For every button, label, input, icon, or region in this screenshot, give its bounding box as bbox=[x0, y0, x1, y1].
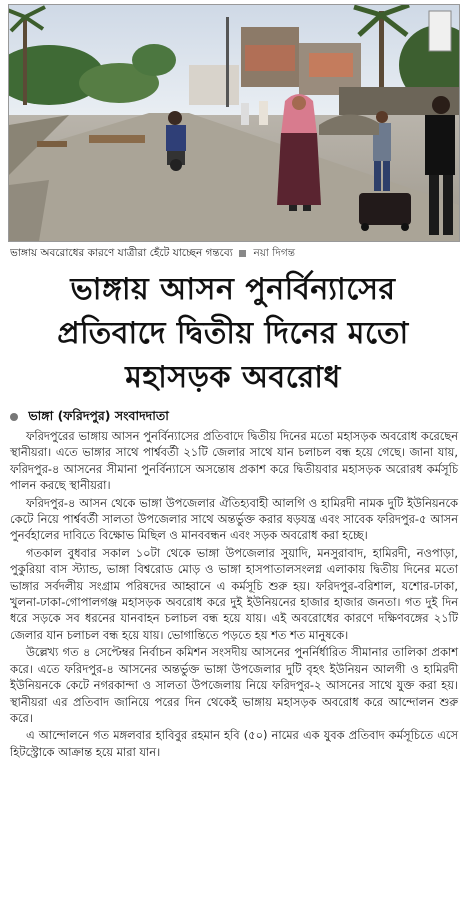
headline-line-2: প্রতিবাদে দ্বিতীয় দিনের মতো bbox=[57, 316, 409, 351]
photo-caption bbox=[10, 246, 458, 260]
road-blockade-photo bbox=[8, 4, 460, 242]
body-paragraph: এ আন্দোলনে গত মঙ্গলবার হাবিবুর রহমান হবি (৫০) নামের এক যুবক প্রতিবাদ কর্মসূচিতে এসে হিটস্ট্রোকে আক্রান্ত হয়ে মারা যান। bbox=[10, 728, 458, 759]
byline-text: ভাঙ্গা (ফরিদপুর) সংবাদদাতা bbox=[28, 408, 169, 423]
photo-credit: নয়া দিগন্ত bbox=[253, 247, 295, 259]
body-paragraph: উল্লেখ্য গত ৪ সেপ্টেম্বর নির্বাচন কমিশন সংসদীয় আসনের পুনর্নির্ধারিত সীমানার তালিকা প্রকাশ করে। এতে ফরিদপুর-৪ আসনের অন্তর্ভুক্ত ভাঙ্গা উপজেলার দুটি বৃহৎ ইউনিয়ন আলগী ও হামিরদী ইউনিয়নকে কেটে নগরকান্দা ও সালতা উপজেলায় নিয়ে ফরিদপুর-২ আসনের সাথে যুক্ত করা হয়। স্থানীয়রা এর প্রতিবাদ জানিয়ে পরের দিন থেকেই ভাঙ্গায় মহাসড়ক অবরোধ করে আন্দোলন শুরু করে। bbox=[10, 645, 458, 725]
body-paragraph: ফরিদপুরের ভাঙ্গায় আসন পুনর্বিন্যাসের প্রতিবাদে দ্বিতীয় দিনের মতো মহাসড়ক অবরোধ করেছেন স্থানীয়রা। এতে ভাঙ্গার সাথে পার্শ্ববর্তী ২১টি জেলার সাথে যান চলাচল বন্ধ হয়ে গেছে। জানা যায়, ফরিদপুর-৪ আসনের সীমানা পুনর্বিন্যাসে অসন্তোষ প্রকাশ করে দ্বিতীয়বার মহাসড়ক অরোরধ কর্মসূচি পালন করছে স্থানীয়রা। bbox=[10, 429, 458, 493]
headline-line-1: ভাঙ্গায় আসন পুনর্বিন্যাসের bbox=[70, 272, 396, 307]
byline bbox=[10, 408, 458, 424]
article-body bbox=[10, 428, 458, 760]
body-paragraph: গতকাল বুধবার সকাল ১০টা থেকে ভাঙ্গা উপজেলার সুয়াদি, মনসুরাবাদ, হামিরদী, নওপাড়া, পুকুরিয়া বাস স্ট্যান্ড, ভাঙ্গা বিশ্বরোড মোড় ও ভাঙ্গা হাসপাতালসংলগ্ন এলাকায় দ্বিতীয় দিনের মতো ভাঙ্গার সর্বদলীয় সংগ্রাম পরিষদের আহ্বানে এ কর্মসূচি শুরু হয়। ফরিদপুর-বরিশাল, যশোর-ঢাকা, খুলনা-ঢাকা-গোপালগঞ্জ মহাসড়ক অবরোধ করে দুই ইউনিয়নের হাজার হাজার জনতা। গত দুই দিন ধরে সড়কে সব ধরনের যানবাহন চলাচল বন্ধ হয়ে যায়। এই অবরোধের কারণে দক্ষিণবঙ্গের ২১টি জেলার যান চলাচল বন্ধ হয়ে যায়। ভোগান্তিতে পড়তে হয় শত শত মানুষকে। bbox=[10, 545, 458, 642]
headline-line-3: মহাসড়ক অবরোধ bbox=[125, 360, 341, 395]
bullet-dot-icon bbox=[10, 413, 18, 421]
caption-text: ভাঙ্গায় অবরোধের কারণে যাত্রীরা হেঁটে যাচ্ছেন গন্তব্যে bbox=[10, 247, 233, 259]
article-headline bbox=[8, 268, 458, 400]
square-bullet-icon bbox=[239, 250, 246, 257]
body-paragraph: ফরিদপুর-৪ আসন থেকে ভাঙ্গা উপজেলার ঐতিহ্যবাহী আলগি ও হামিরদী নামক দুটি ইউনিয়নকে কেটে নিয়ে পার্শ্ববর্তী সালতা উপজেলার সাথে অন্তর্ভুক্ত করার ষড়যন্ত্র এবং সাবেক ফরিদপুর-৫ আসন পুনর্বহালের দাবিতে বিক্ষোভ মিছিল ও মানববন্ধন এবং সড়ক অবরোধ করা হচ্ছে। bbox=[10, 495, 458, 543]
